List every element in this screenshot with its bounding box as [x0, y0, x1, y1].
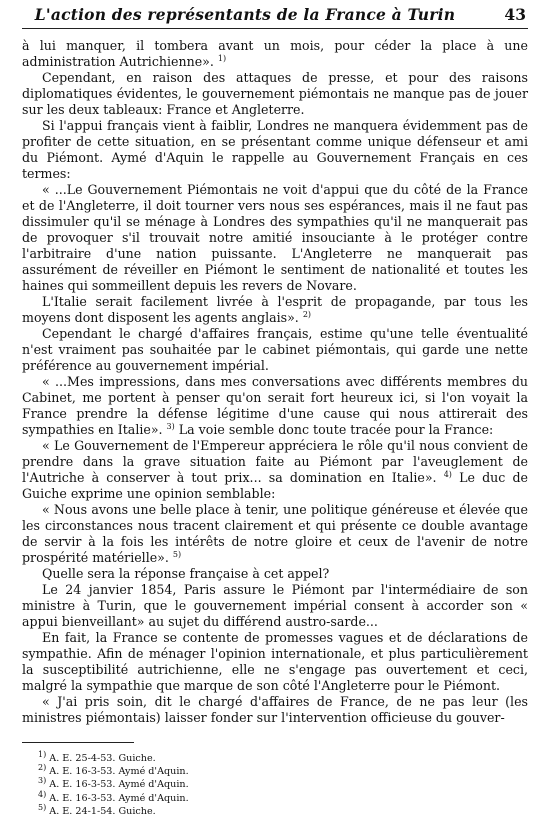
footnote-ref: 5) — [172, 549, 182, 559]
footnote: $^{1)}$ A. E. 25-4-53. Guiche. — [38, 749, 156, 764]
quote-paragraph: « Le Gouvernement de l'Empereur appréciera le rôle qu'il nous convient de prendre dans la grave situation faite au Piémont par l'aveuglement de l'Autriche à conserver à tout prix... sa domination en Italie». $^{4)}$ Le duc de Guiche exprime une opinion semblable: — [22, 438, 528, 501]
footnote-ref: 1) — [217, 53, 227, 63]
quote-paragraph: « Nous avons une belle place à tenir, une politique généreuse et élevée que les circonstances nous tracent clairement et qui présente ce double avantage de servir à la fois les intérêts de notre gloire et ceux de l'avenir de notre prospérité matérielle». $^{5)}$ — [22, 502, 528, 565]
footnote: $^{5)}$ A. E. 24-1-54. Guiche. — [38, 802, 156, 817]
paragraph: Cependant le chargé d'affaires français, estime qu'une telle éventualité n'est vraiment pas souhaitée par le cabinet piémontais, qui garde une nette préférence au gouvernement impérial. — [22, 326, 528, 373]
page-number: 43 — [504, 5, 526, 24]
footnote-ref: 2) — [302, 309, 312, 319]
footnote: $^{4)}$ A. E. 16-3-53. Aymé d'Aquin. — [38, 789, 189, 804]
running-title: L'action des représentants de la France à Turin — [34, 5, 456, 24]
paragraph: Le 24 janvier 1854, Paris assure le Piémont par l'intermédiaire de son ministre à Turin, que le gouvernement impérial consent à accorder son « appui bienveillant» au sujet du différend austro-sarde... — [22, 582, 528, 629]
footnote: $^{2)}$ A. E. 16-3-53. Aymé d'Aquin. — [38, 763, 189, 778]
footnote: $^{3)}$ A. E. 16-3-53. Aymé d'Aquin. — [38, 776, 189, 791]
quote-paragraph: « ...Mes impressions, dans mes conversations avec différents membres du Cabinet, me portent à penser qu'on serait fort heureux ici, si l'on voyait la France prendre la défense légitime d'une cause qui nous attirerait des sympathies en Italie». $^{3)}$ La voie semble donc toute tracée pour la France: — [22, 374, 528, 437]
paragraph: Si l'appui français vient à faiblir, Londres ne manquera évidemment pas de profiter de cette situation, en se présentant comme unique défenseur et ami du Piémont. Aymé d'Aquin le rappelle au Gouvernement Français en ces termes: — [22, 118, 528, 181]
body-text — [22, 38, 528, 726]
paragraph: En fait, la France se contente de promesses vagues et de déclarations de sympathie. Afin de ménager l'opinion internationale, et plus particulièrement la susceptibilité autrichienne, elle ne s'engage pas ouvertement et ceci, malgré la sympathie que marque de son côté l'Angleterre pour le Piémont. — [22, 630, 528, 693]
page-header — [22, 2, 528, 29]
paragraph: « J'ai pris soin, dit le chargé d'affaires de France, de ne pas leur (les ministres piémontais) laisser fonder sur l'intervention officieuse du gouver- — [22, 694, 528, 725]
paragraph: Cependant, en raison des attaques de presse, et pour des raisons diplomatiques évidentes, le gouvernement piémontais ne manque pas de jouer sur les deux tableaux: France et Angleterre. — [22, 70, 528, 117]
footnotes — [38, 749, 189, 818]
footnote-ref: 3) — [166, 421, 175, 431]
footnote-ref: 4) — [443, 469, 452, 479]
paragraph: à lui manquer, il tombera avant un mois, pour céder la place à une administration Autrichienne». $^{1)}$ — [22, 38, 528, 69]
quote-paragraph: « ...Le Gouvernement Piémontais ne voit d'appui que du côté de la France et de l'Angleterre, il doit tourner vers nous ses espérances, mais il ne faut pas dissimuler qu'il se ménage à Londres des sympathies qu'il ne manquerait pas de provoquer s'il trouvait notre amitié insouciante à le protéger contre l'arbitraire d'une nation puissante. L'Angleterre ne manquerait pas assurément de réveiller en Piémont le sentiment de nationalité et toutes les haines qui sommeillent depuis les revers de Novare. — [22, 182, 528, 293]
footnote-divider — [22, 742, 134, 743]
quote-paragraph: L'Italie serait facilement livrée à l'esprit de propagande, par tous les moyens dont disposent les agents anglais». $^{2)}$ — [22, 294, 528, 325]
paragraph: Quelle sera la réponse française à cet appel? — [42, 566, 330, 581]
